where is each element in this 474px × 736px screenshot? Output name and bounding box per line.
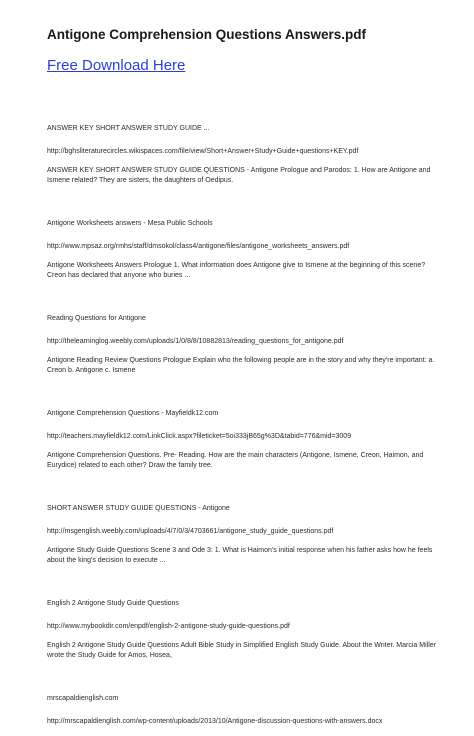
entry-spacer (47, 376, 437, 409)
result-title[interactable]: Antigone Comprehension Questions - Mayfieldk12.com (47, 410, 219, 417)
result-url[interactable]: http://msgenglish.weebly.com/uploads/4/7/0/3/4703661/antigone_study_guide_questions.pdf (47, 528, 334, 535)
entry-spacer (47, 661, 437, 694)
entry-spacer (47, 471, 437, 504)
entry-spacer (47, 566, 437, 599)
result-entry (47, 504, 437, 566)
result-url[interactable]: http://thelearninglog.weebly.com/uploads/1/0/8/8/10882813/reading_questions_for_antigone.pdf (47, 338, 344, 345)
result-description: ANSWER KEY SHORT ANSWER STUDY GUIDE QUESTIONS - Antigone Prologue and Parodos: 1. How are Antigone and Ismene related? They are sisters, the daughters of Oedipus. (47, 167, 431, 184)
result-description: Antigone Reading Review Questions Prologue Explain who the following people are in the story and why they're important: a. Creon b. Antigone c. Ismene (47, 357, 435, 374)
result-title[interactable]: Antigone Worksheets answers - Mesa Public Schools (47, 220, 213, 227)
result-entry (47, 694, 437, 727)
result-title[interactable]: English 2 Antigone Study Guide Questions (47, 600, 179, 607)
result-title[interactable]: Reading Questions for Antigone (47, 315, 146, 322)
result-description: Antigone Comprehension Questions. Pre- Reading. How are the main characters (Antigone, Ismene, Creon, Haimon, and Eurydice) related to each other? Draw the family tree. (47, 452, 424, 469)
search-results-list (47, 124, 437, 736)
entry-spacer (47, 281, 437, 314)
result-entry (47, 219, 437, 281)
result-url[interactable]: http://bghsliteraturecircles.wikispaces.com/file/view/Short+Answer+Study+Guide+questions+KEY.pdf (47, 148, 359, 155)
result-entry (47, 599, 437, 661)
result-url[interactable]: http://teachers.mayfieldk12.com/LinkClick.aspx?fileticket=5oi333jB65g%3D&tabid=776&mid=3009 (47, 433, 352, 440)
result-title[interactable]: SHORT ANSWER STUDY GUIDE QUESTIONS - Antigone (47, 505, 230, 512)
result-description: English 2 Antigone Study Guide Questions Adult Bible Study in Simplified English Study Guide. About the Writer. Marcia Miller wrote the Study Guide for Amos, Hosea, (47, 642, 436, 659)
result-entry (47, 314, 437, 376)
entry-spacer (47, 186, 437, 219)
result-url[interactable]: http://www.mybookdir.com/enpdf/english-2-antigone-study-guide-questions.pdf (47, 623, 290, 630)
result-title[interactable]: mrscapaldienglish.com (47, 695, 119, 702)
result-url[interactable]: http://mrscapaldienglish.com/wp-content/uploads/2013/10/Antigone-discussion-questions-with-answers.docx (47, 718, 383, 725)
document-title: Antigone Comprehension Questions Answers.pdf (47, 27, 367, 42)
free-download-link[interactable]: Free Download Here (47, 57, 186, 74)
result-description: Antigone Worksheets Answers Prologue 1. What information does Antigone give to Ismene at the beginning of this scene? Creon has declared that anyone who buries ... (47, 262, 426, 279)
result-entry (47, 409, 437, 471)
result-description: Antigone Study Guide Questions Scene 3 and Ode 3: 1. What is Haimon's initial response when his father asks how he feels about the king's decision to execute ... (47, 547, 433, 564)
result-title[interactable]: ANSWER KEY SHORT ANSWER STUDY GUIDE ... (47, 125, 210, 132)
result-url[interactable]: http://www.mpsaz.org/rmhs/staff/dmsokol/class4/antigone/files/antigone_worksheets_answers.pdf (47, 243, 350, 250)
result-entry (47, 124, 437, 186)
